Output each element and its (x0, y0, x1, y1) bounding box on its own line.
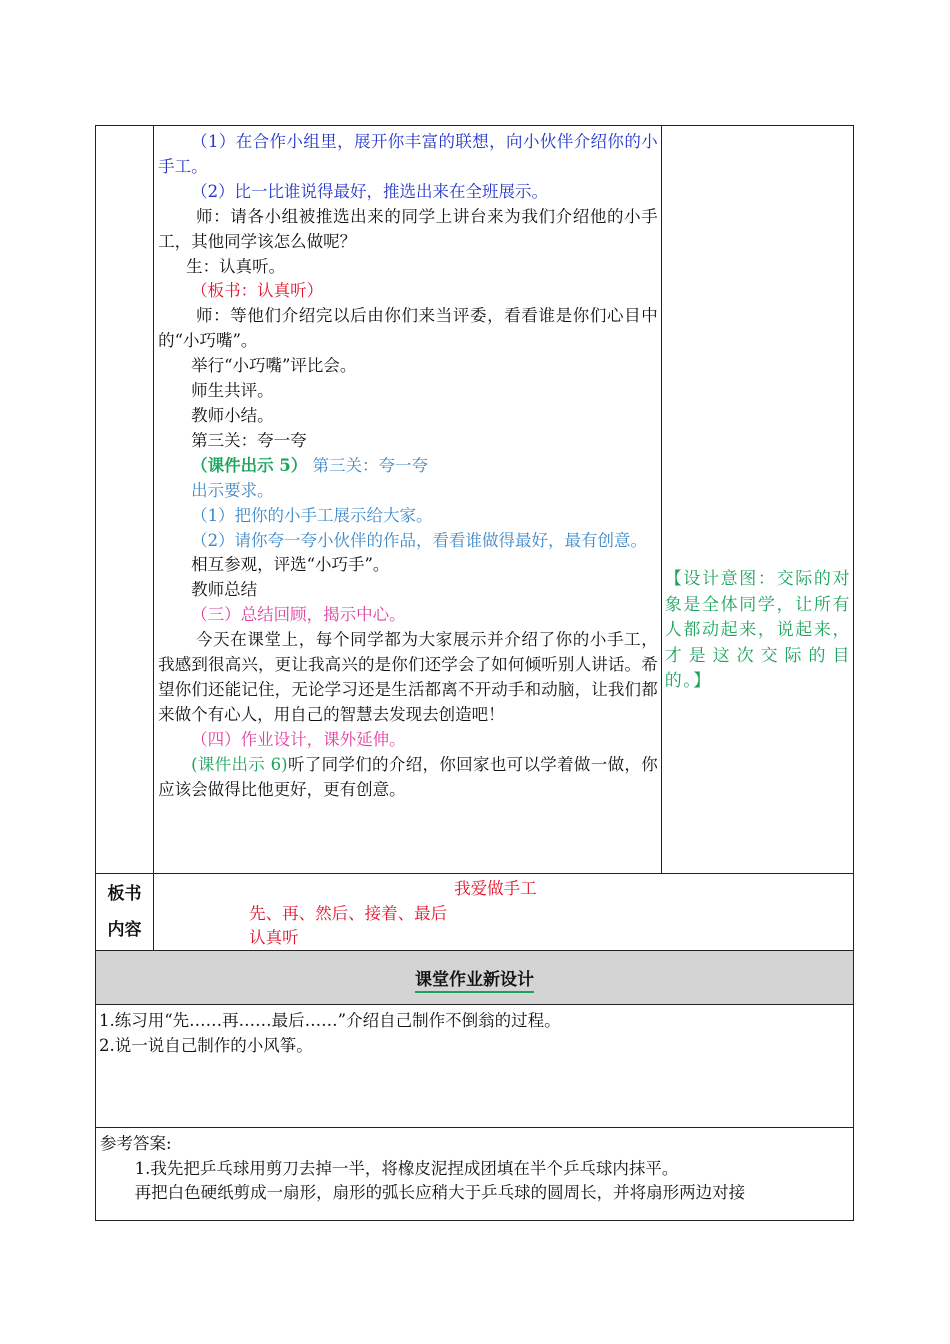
answer-line: 1.我先把乒乓球用剪刀去掉一半，将橡皮泥捏成团填在半个乒乓球内抹平。 (134, 1158, 679, 1178)
teaching-process-row (96, 126, 854, 874)
homework-cell (96, 1005, 854, 1128)
board-line: 认真听 (249, 928, 299, 947)
courseware-title: 第三关：夸一夸 (312, 455, 429, 475)
process-line: 教师总结 (191, 580, 258, 600)
process-line: 教师小结。 (191, 405, 274, 425)
process-line: （1）在合作小组里，展开你丰富的联想，向小伙伴介绍你的小手工。 (158, 132, 658, 176)
homework-row (96, 1005, 854, 1128)
process-line: 举行“小巧嘴”评比会。 (191, 356, 357, 376)
board-label-line2: 内容 (107, 920, 142, 940)
courseware-tag: (课件出示 6) (191, 754, 288, 774)
board-label-line1: 板书 (107, 884, 142, 904)
courseware-text: 听了同学们的介绍，你回家也可以学着做一做，你应该会做得比他更好，更有创意。 (158, 754, 658, 799)
answers-row (96, 1128, 854, 1221)
courseware-tag: （课件出示 5） (191, 455, 308, 475)
homework-item: 2.说一说自己制作的小风筝。 (99, 1035, 313, 1055)
left-label-cell (96, 126, 154, 874)
board-row (96, 874, 854, 951)
courseware-line (158, 454, 658, 479)
board-label-cell (96, 874, 154, 951)
courseware-line (158, 753, 658, 803)
process-line: 师：等他们介绍完以后由你们来当评委，看看谁是你们心目中的“小巧嘴”。 (158, 306, 658, 351)
homework-item: 1.练习用“先……再……最后……”介绍自己制作不倒翁的过程。 (99, 1011, 561, 1030)
board-line: 先、再、然后、接着、最后 (249, 904, 448, 923)
answer-line: 再把白色硬纸剪成一扇形，扇形的弧长应稍大于乒乓球的圆周长，并将扇形两边对接 (134, 1183, 746, 1202)
process-line: 生：认真听。 (186, 256, 286, 276)
board-title: 我爱做手工 (454, 879, 537, 898)
lesson-plan-table (95, 125, 854, 1221)
process-line: 出示要求。 (191, 480, 274, 500)
process-line: （1）把你的小手工展示给大家。 (191, 505, 433, 525)
section-heading: （四）作业设计，课外延伸。 (191, 729, 406, 749)
answers-heading: 参考答案: (100, 1134, 172, 1153)
board-content-cell (154, 874, 854, 951)
board-note-line: （板书：认真听） (191, 281, 324, 301)
design-intent-cell (661, 126, 853, 874)
homework-title-row (96, 951, 854, 1005)
design-intent-text: 【设计意图：交际的对象是全体同学，让所有人都动起来，说起来，才是这次交际的目的。】 (664, 569, 851, 691)
process-line: （2）比一比谁说得最好，推选出来在全班展示。 (191, 181, 549, 201)
process-line: 师：请各小组被推选出来的同学上讲台来为我们介绍他的小手工，其他同学该怎么做呢？ (158, 206, 658, 251)
section-heading: （三）总结回顾，揭示中心。 (191, 605, 406, 625)
process-line: （2）请你夸一夸小伙伴的作品，看看谁做得最好，最有创意。 (191, 530, 648, 550)
teaching-process-cell (154, 126, 662, 874)
homework-title-cell (96, 951, 854, 1005)
process-line: 第三关：夸一夸 (191, 430, 307, 450)
process-line: 相互参观，评选“小巧手”。 (191, 555, 390, 575)
summary-paragraph: 今天在课堂上，每个同学都为大家展示并介绍了你的小手工，我感到很高兴，更让我高兴的是你们还学会了如何倾听别人讲话。希望你们还能记住，无论学习还是生活都离不开动手和动脑，让我们都来做个有心人，用自己的智慧去发现去创造吧！ (158, 630, 658, 724)
process-line: 师生共评。 (191, 381, 274, 401)
homework-title: 课堂作业新设计 (415, 970, 534, 993)
answers-cell (96, 1128, 854, 1221)
